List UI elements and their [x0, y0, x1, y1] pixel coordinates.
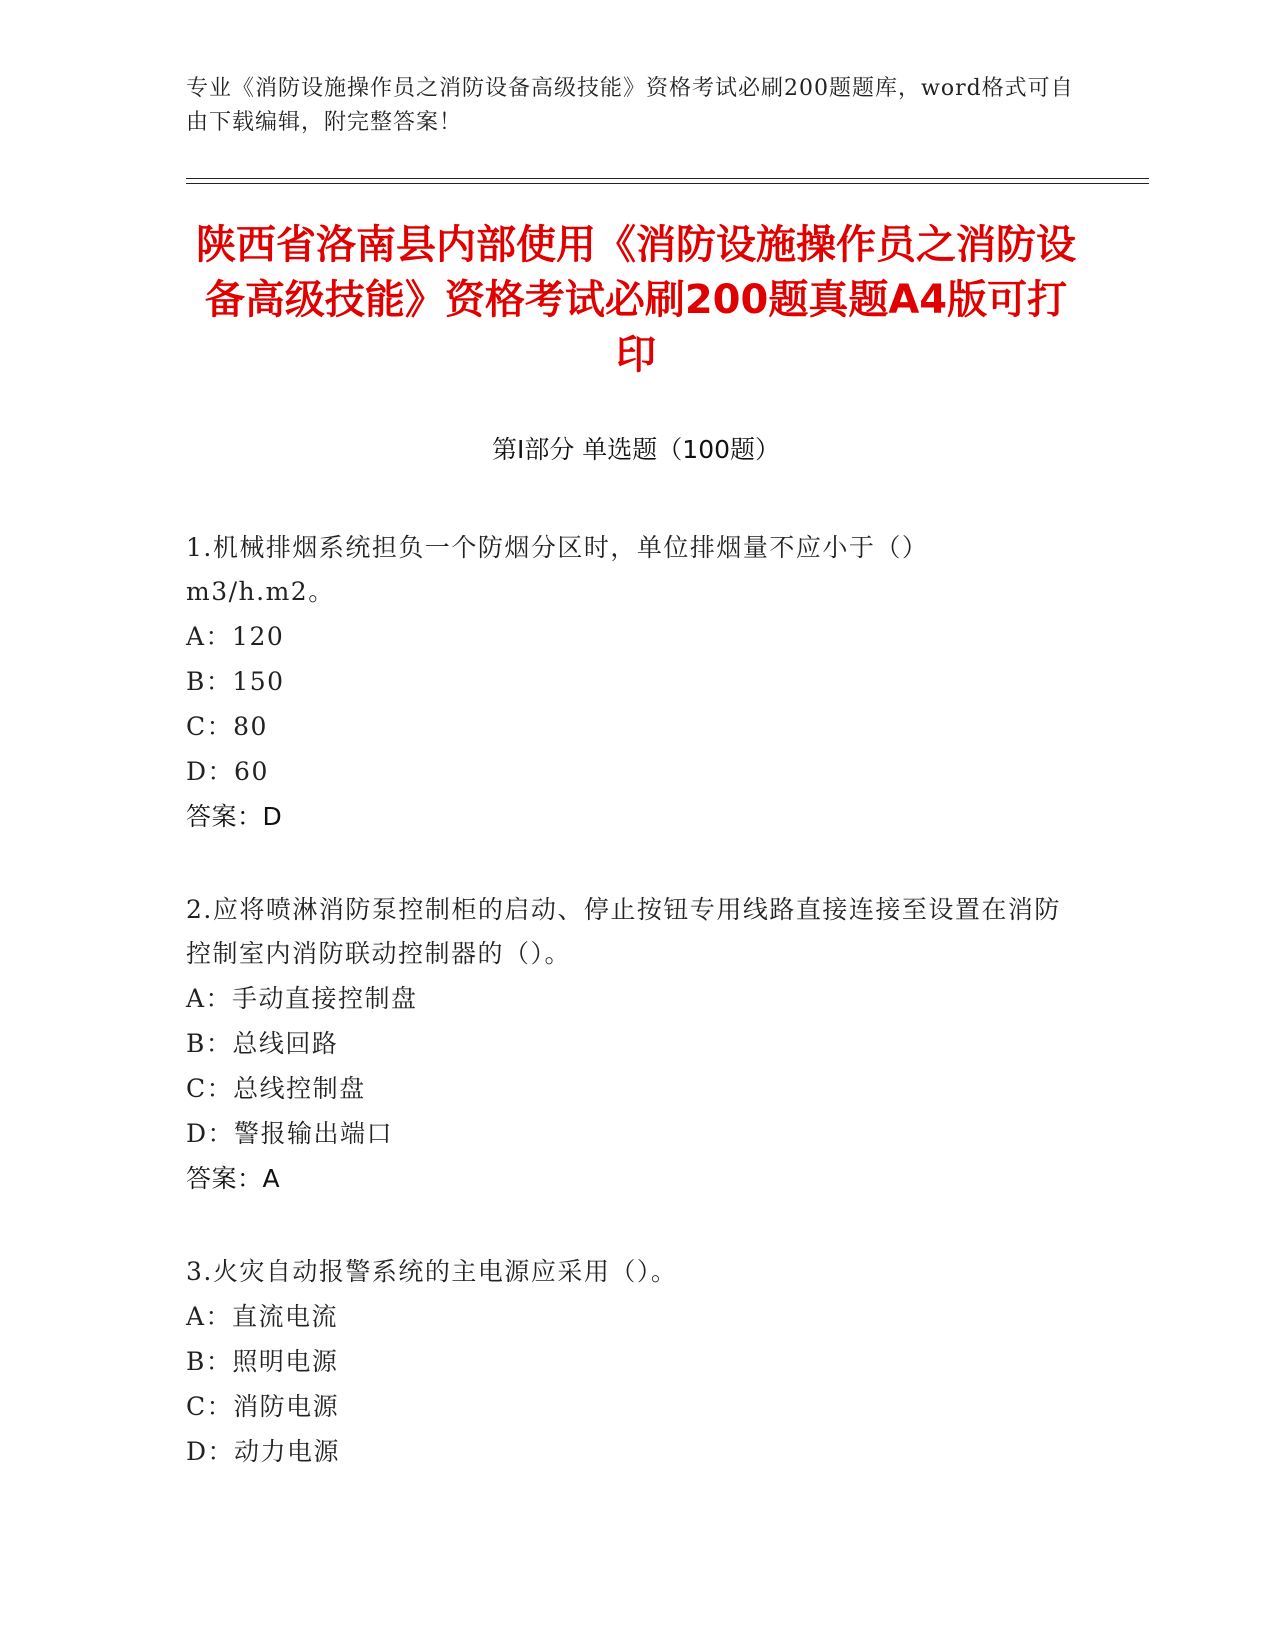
option-a: A：120	[186, 622, 285, 651]
question-stem: 3.火灾自动报警系统的主电源应采用（）。	[186, 1257, 678, 1286]
answer: 答案：A	[186, 1164, 281, 1193]
option-d: D：动力电源	[186, 1437, 341, 1466]
question-1	[186, 526, 1066, 839]
header-note: 专业《消防设施操作员之消防设备高级技能》资格考试必刷200题题库，word格式可自由下载编辑，附完整答案！	[186, 76, 1074, 135]
option-a: A：手动直接控制盘	[186, 984, 418, 1013]
option-b: B：总线回路	[186, 1029, 339, 1058]
option-b: B：150	[186, 667, 285, 696]
question-stem: 1.机械排烟系统担负一个防烟分区时，单位排烟量不应小于（）m3/h.m2。	[186, 533, 929, 606]
option-d: D：60	[186, 757, 269, 786]
question-stem: 2.应将喷淋消防泵控制柜的启动、停止按钮专用线路直接连接至设置在消防控制室内消防联动控制器的（）。	[186, 895, 1061, 968]
option-c: C：消防电源	[186, 1392, 340, 1421]
option-b: B：照明电源	[186, 1347, 339, 1376]
document-title: 陕西省洛南县内部使用《消防设施操作员之消防设备高级技能》资格考试必刷200题真题A4版可打印	[196, 222, 1076, 378]
question-2	[186, 888, 1066, 1201]
option-c: C：总线控制盘	[186, 1074, 366, 1103]
question-3	[186, 1250, 1066, 1474]
header-divider-top	[186, 178, 1149, 179]
option-c: C：80	[186, 712, 268, 741]
option-a: A：直流电流	[186, 1302, 339, 1331]
section-title: 第Ⅰ部分 单选题（100题）	[491, 435, 781, 464]
answer: 答案：D	[186, 802, 283, 831]
header-divider-bottom	[186, 183, 1149, 184]
option-d: D：警报输出端口	[186, 1119, 394, 1148]
